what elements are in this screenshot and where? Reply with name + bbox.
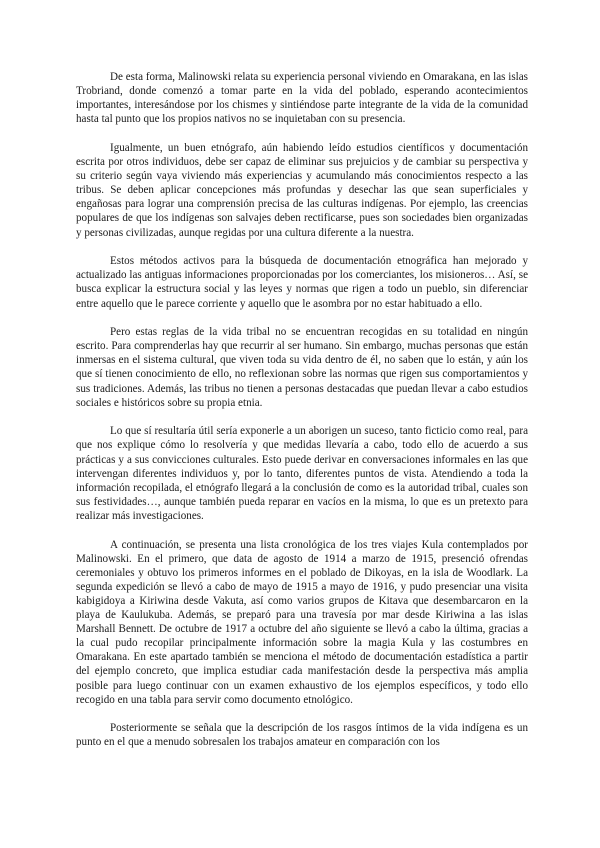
paragraph-7: Posteriormente se señala que la descripción de los rasgos íntimos de la vida indígena es un punto en el que a menudo sobresalen los trabajos amateur en comparación con los	[76, 722, 528, 749]
paragraph-5: Lo que sí resultaría útil sería exponerle a un aborigen un suceso, tanto ficticio como real, para que nos explique cómo lo resolvería y que medidas llevaría a cabo, todo ello de acuerdo a sus prácticas y a sus convicciones culturales. Esto puede derivar en conversaciones informales en las que intervengan diferentes individuos y, por lo tanto, diferentes puntos de vista. Atendiendo a toda la información recopilada, el etnógrafo llegará a la conclusión de como es la autoridad tribal, cuales son sus festividades…, aunque también pueda reparar en vacíos en la misma, lo que es un pretexto para realizar más investigaciones.	[76, 425, 528, 522]
document-body	[76, 70, 528, 750]
paragraph-4: Pero estas reglas de la vida tribal no se encuentran recogidas en su totalidad en ningún escrito. Para comprenderlas hay que recurrir al ser humano. Sin embargo, muchas personas que están inmersas en el sistema cultural, que viven toda su vida dentro de él, no saben que lo están, y aún los que sí tienen conocimiento de ello, no reflexionan sobre las normas que rigen sus comportamientos y sus tradiciones. Además, las tribus no tienen a personas destacadas que puedan llevar a cabo estudios sociales e históricos sobre su propia etnia.	[76, 326, 528, 409]
paragraph-1: De esta forma, Malinowski relata su experiencia personal viviendo en Omarakana, en las islas Trobriand, donde comenzó a tomar parte en la vida del poblado, esperando acontecimientos importantes, interesándose por los chismes y sintiéndose parte integrante de la vida de la comunidad hasta tal punto que los propios nativos no se inquietaban con su presencia.	[76, 71, 528, 126]
paragraph-3: Estos métodos activos para la búsqueda de documentación etnográfica han mejorado y actualizado las antiguas informaciones proporcionadas por los comerciantes, los misioneros… Así, se busca explicar la estructura social y las leyes y normas que rigen a todo un pueblo, sin diferenciar entre aquello que le parece corriente y aquello que le asombra por no estar habituado a ello.	[76, 255, 528, 310]
paragraph-2: Igualmente, un buen etnógrafo, aún habiendo leído estudios científicos y documentación escrita por otros individuos, debe ser capaz de eliminar sus prejuicios y de cambiar su perspectiva y su criterio según vaya viviendo más experiencias y acumulando más conocimientos respecto a las tribus. Se deben aplicar concepciones más profundas y desechar las que sean superficiales y engañosas para lograr una comprensión precisa de las culturas indígenas. Por ejemplo, las creencias populares de que los indígenas son salvajes deben rectificarse, pues son sociedades bien organizadas y personas civilizadas, aunque regidas por una cultura diferente a la nuestra.	[76, 141, 528, 239]
paragraph-6: A continuación, se presenta una lista cronológica de los tres viajes Kula contemplados por Malinowski. En el primero, que data de agosto de 1914 a marzo de 1915, presenció ofrendas ceremoniales y obtuvo los primeros informes en el poblado de Dikoyas, en la isla de Woodlark. La segunda expedición se llevó a cabo de mayo de 1915 a mayo de 1916, y pudo presenciar una visita kabigidoya a Kiriwina desde Vakuta, así como varios grupos de Kitava que desembarcaron en la playa de Kaulukuba. Además, se preparó para una travesía por mar desde Kiriwina a las islas Marshall Bennett. De octubre de 1917 a octubre del año siguiente se llevó a cabo la última, gracias a la cual pudo recopilar principalmente información sobre la magia Kula y las costumbres en Omarakana. En este apartado también se menciona el método de documentación estadística a partir del ejemplo concreto, que implica estudiar cada manifestación desde la perspectiva más amplia posible para luego continuar con un examen exhaustivo de los ejemplos específicos, y todo ello recogido en una tabla para servir como documento etnológico.	[76, 538, 528, 706]
